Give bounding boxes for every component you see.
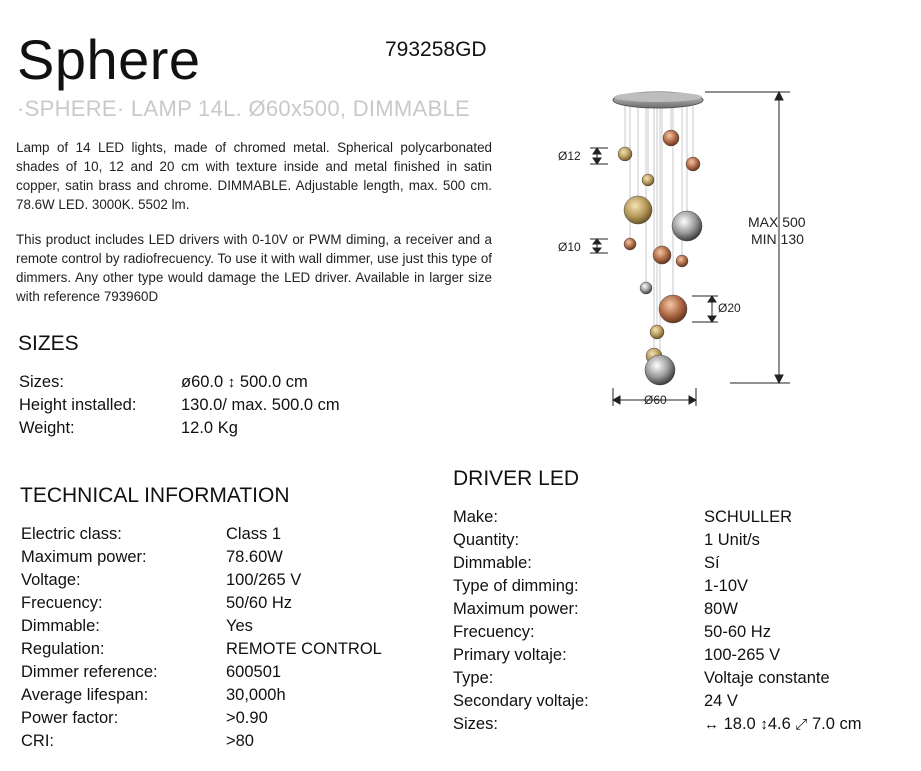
sizes-heading: SIZES bbox=[18, 332, 79, 355]
technical-label: Voltage: bbox=[21, 571, 81, 589]
technical-value: 78.60W bbox=[226, 548, 283, 566]
driver-value: 80W bbox=[704, 600, 738, 618]
height-arrow-icon: ↕ bbox=[227, 374, 236, 391]
product-reference: 793258GD bbox=[385, 38, 487, 61]
technical-label: Dimmer reference: bbox=[21, 663, 158, 681]
driver-label: Sizes: bbox=[453, 715, 498, 733]
technical-value: REMOTE CONTROL bbox=[226, 640, 382, 658]
technical-heading: TECHNICAL INFORMATION bbox=[20, 484, 290, 507]
technical-label: Maximum power: bbox=[21, 548, 147, 566]
technical-label: Average lifespan: bbox=[21, 686, 149, 704]
diameter-12-label: Ø12 bbox=[558, 149, 581, 163]
diameter-20-label: Ø20 bbox=[718, 301, 741, 315]
technical-label: CRI: bbox=[21, 732, 54, 750]
driver-label: Frecuency: bbox=[453, 623, 535, 641]
driver-label: Dimmable: bbox=[453, 554, 532, 572]
technical-value: 30,000h bbox=[226, 686, 286, 704]
weight-label: Weight: bbox=[19, 419, 75, 437]
technical-value: 600501 bbox=[226, 663, 282, 681]
height-installed-label: Height installed: bbox=[19, 396, 137, 414]
driver-label: Type: bbox=[453, 669, 494, 687]
technical-value: Class 1 bbox=[226, 525, 282, 543]
technical-value: 100/265 V bbox=[226, 571, 302, 589]
driver-sizes-value: ↔ 18.0 ↕4.6 ⤢ 7.0 cm bbox=[704, 715, 862, 733]
lamp-dimension-diagram bbox=[550, 78, 880, 418]
dimension-lines bbox=[590, 92, 790, 406]
technical-value: 50/60 Hz bbox=[226, 594, 293, 612]
min-length-label: MIN 130 bbox=[751, 231, 804, 247]
driver-value: 24 V bbox=[704, 692, 738, 710]
technical-value: Yes bbox=[226, 617, 253, 635]
technical-value: >80 bbox=[226, 732, 254, 750]
max-length-label: MAX 500 bbox=[748, 214, 806, 230]
width-arrow-icon: ↔ bbox=[704, 716, 719, 733]
diameter-10-label: Ø10 bbox=[558, 240, 581, 254]
driver-value: Sí bbox=[704, 554, 720, 572]
description-paragraph-2: This product includes LED drivers with 0-10V or PWM diming, a receiver and a remote control by radiofrecuency. To use it with wall dimmer, use just this type of dimmers. Any other type would damage the LED driver. Available in larger size with reference 793960D bbox=[16, 232, 492, 304]
product-title: Sphere bbox=[17, 28, 201, 91]
technical-label: Frecuency: bbox=[21, 594, 103, 612]
driver-label: Type of dimming: bbox=[453, 577, 579, 595]
sizes-value: ø60.0 ↕ 500.0 cm bbox=[181, 373, 308, 391]
technical-value: >0.90 bbox=[226, 709, 268, 727]
driver-value: 1 Unit/s bbox=[704, 531, 760, 549]
weight-value: 12.0 Kg bbox=[181, 419, 238, 437]
technical-label: Power factor: bbox=[21, 709, 119, 727]
technical-label: Regulation: bbox=[21, 640, 105, 658]
product-subtitle: ·SPHERE· LAMP 14L. Ø60x500, DIMMABLE bbox=[17, 96, 471, 121]
depth-arrow-icon: ⤢ bbox=[795, 716, 808, 733]
driver-value: 100-265 V bbox=[704, 646, 781, 664]
driver-heading: DRIVER LED bbox=[453, 467, 580, 490]
driver-value: SCHULLER bbox=[704, 508, 793, 526]
height-installed-value: 130.0/ max. 500.0 cm bbox=[181, 396, 340, 414]
driver-label: Make: bbox=[453, 508, 498, 526]
driver-label: Primary voltaje: bbox=[453, 646, 567, 664]
diameter-60-label: Ø60 bbox=[644, 393, 667, 407]
ceiling-canopy bbox=[613, 92, 703, 108]
driver-label: Secondary voltaje: bbox=[453, 692, 589, 710]
technical-label: Dimmable: bbox=[21, 617, 100, 635]
driver-label: Maximum power: bbox=[453, 600, 579, 618]
height-arrow-icon: ↕ bbox=[760, 716, 768, 733]
driver-label: Quantity: bbox=[453, 531, 520, 549]
technical-label: Electric class: bbox=[21, 525, 122, 543]
description-paragraph-1: Lamp of 14 LED lights, made of chromed metal. Spherical polycarbonated shades of 10, 12 and 20 cm with texture inside and metal finished in satin copper, satin brass and chrome. DIMMABLE. Adjustable length, max. 500 cm. 78.6W LED. 3000K. 5502 lm. bbox=[16, 140, 492, 212]
driver-value: Voltaje constante bbox=[704, 669, 830, 687]
driver-value: 50-60 Hz bbox=[704, 623, 771, 641]
driver-value: 1-10V bbox=[704, 577, 749, 595]
sizes-label: Sizes: bbox=[19, 373, 64, 391]
